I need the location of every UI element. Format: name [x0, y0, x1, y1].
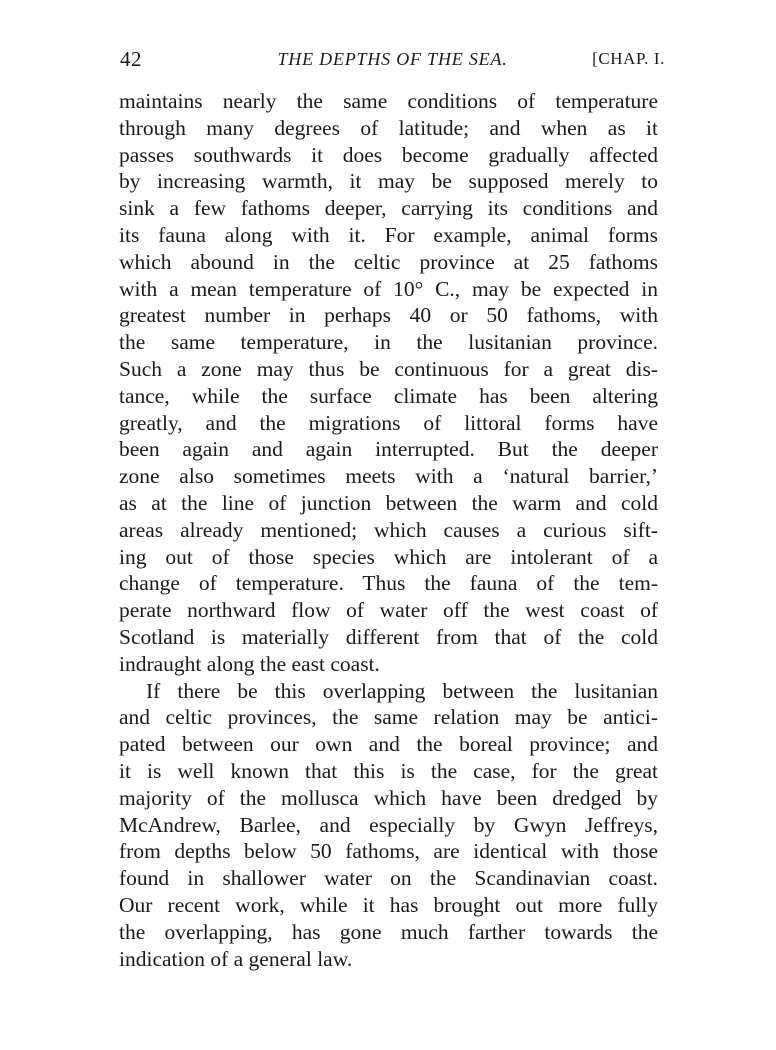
text-line: areas already mentioned; which causes a curious sift- — [119, 517, 658, 542]
text-line: maintains nearly the same conditions of temperature — [119, 89, 658, 113]
text-line: McAndrew, Barlee, and especially by Gwyn Jeffreys, — [119, 812, 658, 837]
text-line: change of temperature. Thus the fauna of the tem- — [119, 571, 658, 596]
text-line: greatly, and the migrations of littoral forms have — [119, 410, 658, 435]
text-line: tance, while the surface climate has been altering — [119, 383, 658, 408]
text-line: its fauna along with it. For example, animal forms — [119, 222, 658, 247]
text-line: Such a zone may thus be continuous for a great dis- — [119, 356, 658, 381]
page-number: 42 — [120, 47, 142, 71]
text-line: majority of the mollusca which have been dredged by — [119, 785, 658, 810]
text-line: which abound in the celtic province at 25 fathoms — [119, 249, 658, 274]
running-title: THE DEPTHS OF THE SEA. — [277, 49, 508, 69]
paragraph — [119, 88, 658, 678]
text-line: ing out of those species which are intolerant of a — [119, 544, 658, 569]
text-line: it is well known that this is the case, for the great — [119, 758, 658, 783]
text-line: indication of a general law. — [119, 946, 353, 971]
text-line: sink a few fathoms deeper, carrying its conditions and — [119, 196, 658, 221]
text-line: been again and again interrupted. But the deeper — [119, 437, 658, 462]
text-line: and celtic provinces, the same relation may be antici- — [119, 705, 658, 730]
text-line: through many degrees of latitude; and when as it — [119, 115, 658, 140]
text-line: by increasing warmth, it may be supposed merely to — [119, 169, 658, 194]
text-line: perate northward flow of water off the west coast of — [119, 598, 658, 623]
text-line: with a mean temperature of 10° C., may be expected in — [119, 276, 658, 301]
text-line: If there be this overlapping between the lusitanian — [146, 678, 658, 703]
text-line: indraught along the east coast. — [119, 651, 380, 676]
text-line: the overlapping, has gone much farther towards the — [119, 919, 658, 944]
running-head — [120, 44, 665, 74]
text-line: Scotland is materially different from that of the cold — [119, 624, 658, 649]
text-line: as at the line of junction between the warm and cold — [119, 490, 658, 515]
body-text — [119, 88, 658, 972]
paragraph — [119, 678, 658, 973]
text-line: Our recent work, while it has brought out more fully — [119, 892, 658, 917]
text-line: the same temperature, in the lusitanian province. — [119, 330, 658, 355]
text-line: greatest number in perhaps 40 or 50 fathoms, with — [119, 303, 658, 328]
chapter-reference: [CHAP. I. — [592, 49, 665, 68]
text-line: from depths below 50 fathoms, are identical with those — [119, 839, 658, 864]
text-line: passes southwards it does become gradually affected — [119, 142, 658, 167]
text-line: pated between our own and the boreal province; and — [119, 732, 658, 757]
text-line: zone also sometimes meets with a ‘natural barrier,’ — [119, 464, 658, 489]
text-line: found in shallower water on the Scandinavian coast. — [119, 866, 658, 891]
